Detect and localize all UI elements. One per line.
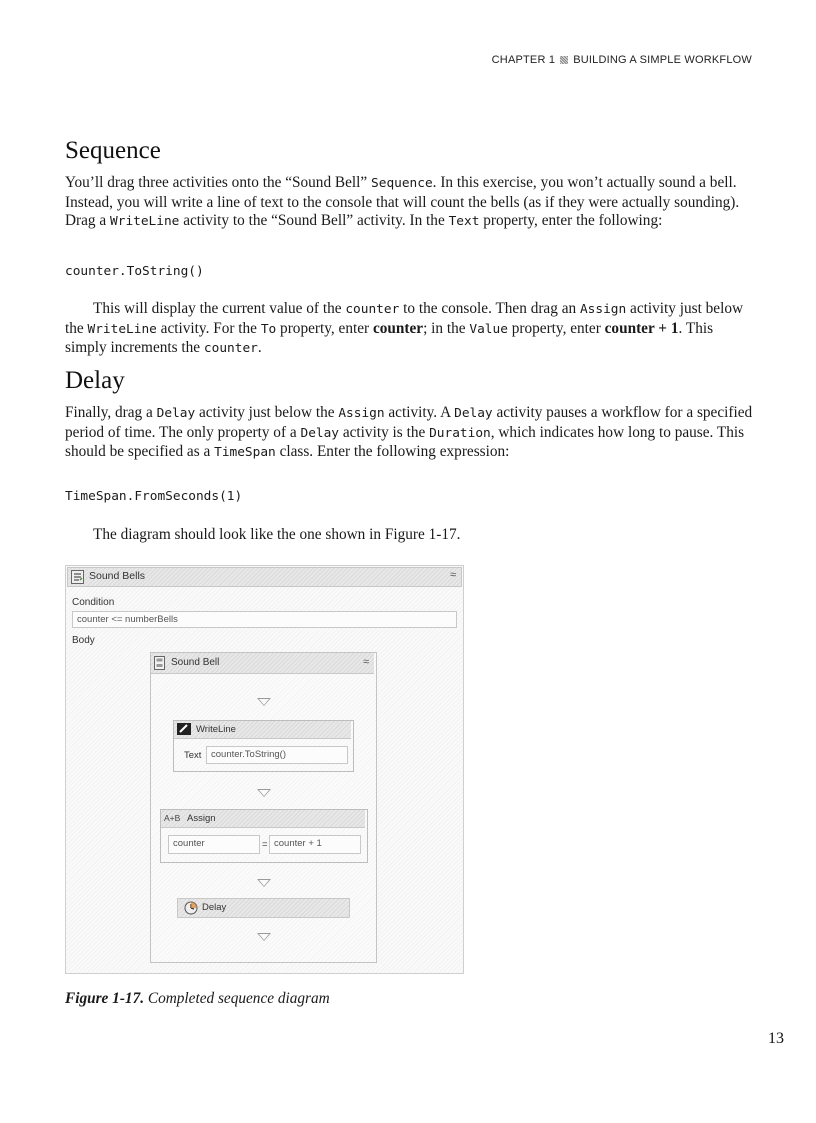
text-run: activity to the “Sound Bell” activity. In the [179,212,449,229]
drop-target-icon[interactable] [257,698,271,706]
sound-bell-sequence[interactable] [150,652,377,963]
code-run: Assign [579,302,627,317]
text-run: property, enter the following: [479,212,663,229]
inner-sequence-titlebar[interactable] [151,653,374,674]
sequence-activity-icon [154,656,165,670]
inner-sequence-title: Sound Bell [171,657,220,668]
collapse-outer-icon[interactable]: ≈ [449,569,456,581]
delay-title: Delay [202,902,227,913]
writeline-activity[interactable] [173,720,354,772]
condition-label: Condition [72,597,115,608]
code-block-tostring: counter.ToString() [65,264,204,279]
code-run: TimeSpan [214,445,276,460]
code-run: Delay [300,425,340,441]
text-property-input[interactable]: counter.ToString() [206,746,348,764]
sequence-paragraph-1 [65,174,755,232]
condition-input[interactable]: counter <= numberBells [72,611,457,628]
text-run: property, enter [276,319,373,337]
drop-target-icon[interactable] [257,789,271,797]
figure-caption-text: Completed sequence diagram [144,990,330,1007]
text-run: . This simply increments the [65,319,714,356]
text-run: to the console. Then drag an [399,300,580,317]
text-run: activity pauses a workflow for a specified period of time. The only property of a [65,404,753,441]
text-run: . In this exercise, you won’t actually sound a bell. Instead, you will write a line of text to the console that will count the bells (as if they were actually sounding). Drag a [65,174,740,229]
header-separator-icon [560,56,568,64]
text-run: This will display the current value of the [93,300,346,317]
delay-paragraph-1 [65,404,755,463]
code-run: Delay [156,406,196,421]
running-header [492,54,752,66]
section-heading-sequence: Sequence [65,137,161,164]
code-run: counter [203,341,258,356]
figure-label: Figure 1-17. [65,990,145,1007]
code-run: Duration [429,425,491,441]
text-run: , which indicates how long to pause. This should be specified as a [65,423,745,460]
code-run: counter [345,302,400,317]
delay-activity[interactable] [177,898,350,918]
text-run: activity is the [339,423,430,441]
code-run: WriteLine [87,321,157,337]
assign-value-input[interactable]: counter + 1 [269,835,361,854]
clock-icon [184,901,198,915]
header-title: BUILDING A SIMPLE WORKFLOW [573,54,752,66]
code-run: WriteLine [110,214,180,229]
collapse-inner-icon[interactable]: ≈ [362,656,369,668]
figure-caption [65,990,330,1008]
text-run: property, enter [507,319,605,337]
section-heading-delay: Delay [65,367,125,394]
writeline-title: WriteLine [196,724,236,735]
bold-run: counter + 1 [604,319,679,337]
text-run: You’ll drag three activities onto the “Sound Bell” [65,174,372,191]
assign-titlebar[interactable] [161,810,365,828]
drop-target-icon[interactable] [257,933,271,941]
code-run: Sequence [371,176,433,191]
header-chapter: CHAPTER 1 [491,54,556,66]
text-run: activity. A [384,404,455,421]
code-block-timespan: TimeSpan.FromSeconds(1) [65,489,243,504]
delay-paragraph-2: The diagram should look like the one shown in Figure 1-17. [93,526,461,543]
text-property-label: Text [184,750,202,761]
assign-activity-icon: A+B [164,813,181,823]
assign-title: Assign [187,813,216,824]
bold-run: counter [372,319,424,337]
drop-target-icon[interactable] [257,879,271,887]
code-run: Delay [454,406,493,421]
text-run: activity just below the [195,404,339,421]
writeline-titlebar[interactable] [174,721,351,739]
text-run: class. Enter the following expression: [275,443,510,460]
assign-to-input[interactable]: counter [168,835,260,854]
writeline-activity-icon [177,723,191,735]
sequence-paragraph-2 [65,300,755,359]
code-run: Value [469,321,508,337]
assign-activity[interactable] [160,809,368,863]
code-run: Assign [338,406,385,421]
outer-activity-title: Sound Bells [89,570,146,582]
text-run: . [257,339,262,356]
while-activity-icon [71,570,84,584]
outer-activity-titlebar[interactable] [67,567,462,587]
assign-equals: = [262,839,268,850]
text-run: ; in the [423,319,470,337]
text-run: Finally, drag a [65,404,157,421]
text-run: activity just below the [65,300,744,337]
sequence-diagram [65,565,464,974]
text-run: activity. For the [156,319,261,337]
page-number: 13 [768,1030,784,1047]
body-label: Body [72,635,95,646]
code-run: Text [448,214,480,229]
code-run: To [260,321,277,337]
